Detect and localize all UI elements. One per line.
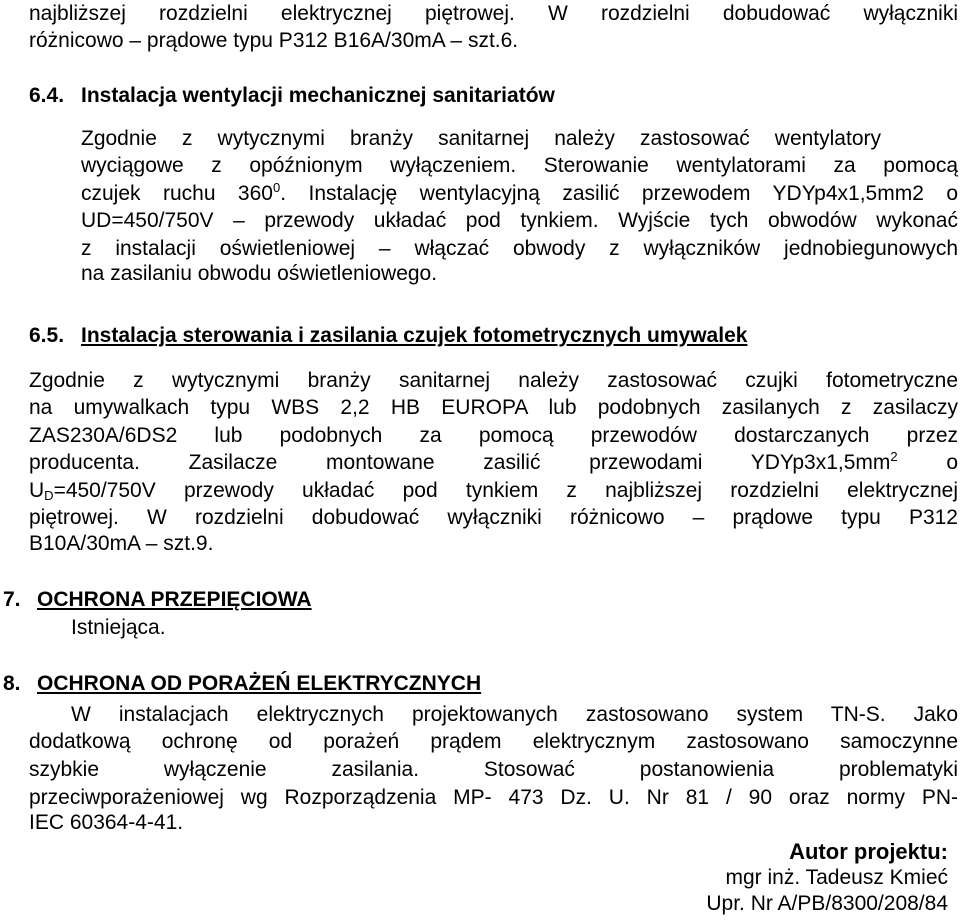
subscript: D: [44, 488, 54, 503]
section-number: 6.5.: [29, 324, 65, 347]
section-6-4-body: [81, 262, 437, 286]
section-6-5-body: [29, 394, 958, 422]
section-number: 7.: [3, 588, 21, 611]
intro-paragraph: [29, 0, 958, 28]
section-6-4-body: [81, 152, 958, 180]
body-line: na umywalkach typu WBS 2,2 HB EUROPA lub podobnych zasilanych z zasilaczy: [29, 396, 958, 419]
intro-paragraph-end: [29, 27, 958, 55]
body-line: Zgodnie z wytycznymi branży sanitarnej należy zastosować wentylatory: [81, 127, 881, 150]
body-line: Istniejąca.: [71, 616, 166, 639]
body-line: ZAS230A/6DS2 lub podobnych za pomocą przewodów dostarczanych przez: [29, 424, 958, 447]
section-6-5-body: [29, 422, 958, 450]
superscript: 2: [890, 449, 898, 464]
section-6-5-heading: [29, 324, 747, 348]
body-line: przeciwporażeniowej wg Rozporządzenia MP- 473 Dz. U. Nr 81 / 90 oraz normy PN-: [29, 786, 958, 809]
intro-line: najbliższej rozdzielni elektrycznej piętrowej. W rozdzielni dobudować wyłączniki: [29, 2, 958, 25]
section-title: Instalacja wentylacji mechanicznej sanitariatów: [81, 84, 555, 107]
section-title: OCHRONA OD PORAŻEŃ ELEKTRYCZNYCH: [37, 672, 482, 695]
author-name: mgr inż. Tadeusz Kmieć: [725, 866, 948, 889]
section-6-4-body: [81, 235, 958, 263]
section-6-5-body: [29, 367, 958, 395]
section-title: Instalacja sterowania i zasilania czujek fotometrycznych umywalek: [81, 324, 748, 347]
intro-line: różnicowo – prądowe typu P312 B16A/30mA – szt.6.: [29, 29, 519, 52]
section-6-5-body: [29, 532, 213, 556]
body-line: B10A/30mA – szt.9.: [29, 532, 214, 555]
body-line: [29, 477, 958, 505]
section-8-body: [29, 728, 958, 756]
section-number: 8.: [3, 672, 21, 695]
text-run: czujek ruchu 360: [81, 182, 273, 205]
section-title: OCHRONA PRZEPIĘCIOWA: [37, 588, 312, 611]
body-line: z instalacji oświetleniowej – włączać obwody z wyłączników jednobiegunowych: [81, 237, 958, 260]
section-6-4-body: [81, 125, 881, 153]
body-line: szybkie wyłączenie zasilania. Stosować postanowienia problematyki: [29, 758, 958, 781]
section-8-body: [29, 756, 958, 784]
body-line: na zasilaniu obwodu oświetleniowego.: [81, 262, 438, 285]
author-heading: Autor projektu:: [789, 839, 948, 864]
text-run: o: [897, 451, 958, 474]
text-run: U: [29, 479, 45, 502]
superscript: 0: [272, 180, 281, 195]
section-6-4-body: [81, 207, 958, 235]
body-line: wyciągowe z opóźnionym wyłączeniem. Sterowanie wentylatorami za pomocą: [81, 154, 958, 177]
author-license: Upr. Nr A/PB/8300/208/84: [706, 892, 948, 915]
section-7-heading: [3, 588, 312, 612]
body-line: piętrowej. W rozdzielni dobudować wyłączniki różnicowo – prądowe typu P312: [29, 506, 958, 529]
body-line: dodatkową ochronę od porażeń prądem elektrycznym zastosowano samoczynne: [29, 730, 958, 753]
body-line: Zgodnie z wytycznymi branży sanitarnej należy zastosować czujki fotometryczne: [29, 369, 958, 392]
body-line: [81, 180, 958, 208]
text-run: producenta. Zasilacze montowane zasilić przewodami YDYp3x1,5mm: [29, 451, 891, 474]
body-line: [29, 449, 958, 477]
section-6-5-body: [29, 477, 958, 505]
body-line: IEC 60364-4-41.: [29, 811, 184, 834]
section-6-5-body: [29, 504, 958, 532]
section-6-4-heading: [29, 84, 555, 108]
section-8-body: [29, 784, 958, 812]
section-8-body: [29, 811, 183, 835]
section-7-body: [71, 616, 166, 640]
section-8-heading: [3, 672, 481, 696]
text-run: . Instalację wentylacyjną zasilić przewodem YDYp4x1,5mm2 o: [280, 182, 958, 205]
body-line: UD=450/750V – przewody układać pod tynkiem. Wyjście tych obwodów wykonać: [81, 209, 958, 232]
section-number: 6.4.: [29, 84, 65, 107]
text-run: =450/750V przewody układać pod tynkiem z najbliższej rozdzielni elektrycznej: [53, 479, 958, 502]
body-line: W instalacjach elektrycznych projektowanych zastosowano system TN-S. Jako: [71, 703, 958, 726]
section-6-4-body: [81, 180, 958, 208]
section-8-body: [71, 701, 958, 729]
section-6-5-body: [29, 449, 958, 477]
